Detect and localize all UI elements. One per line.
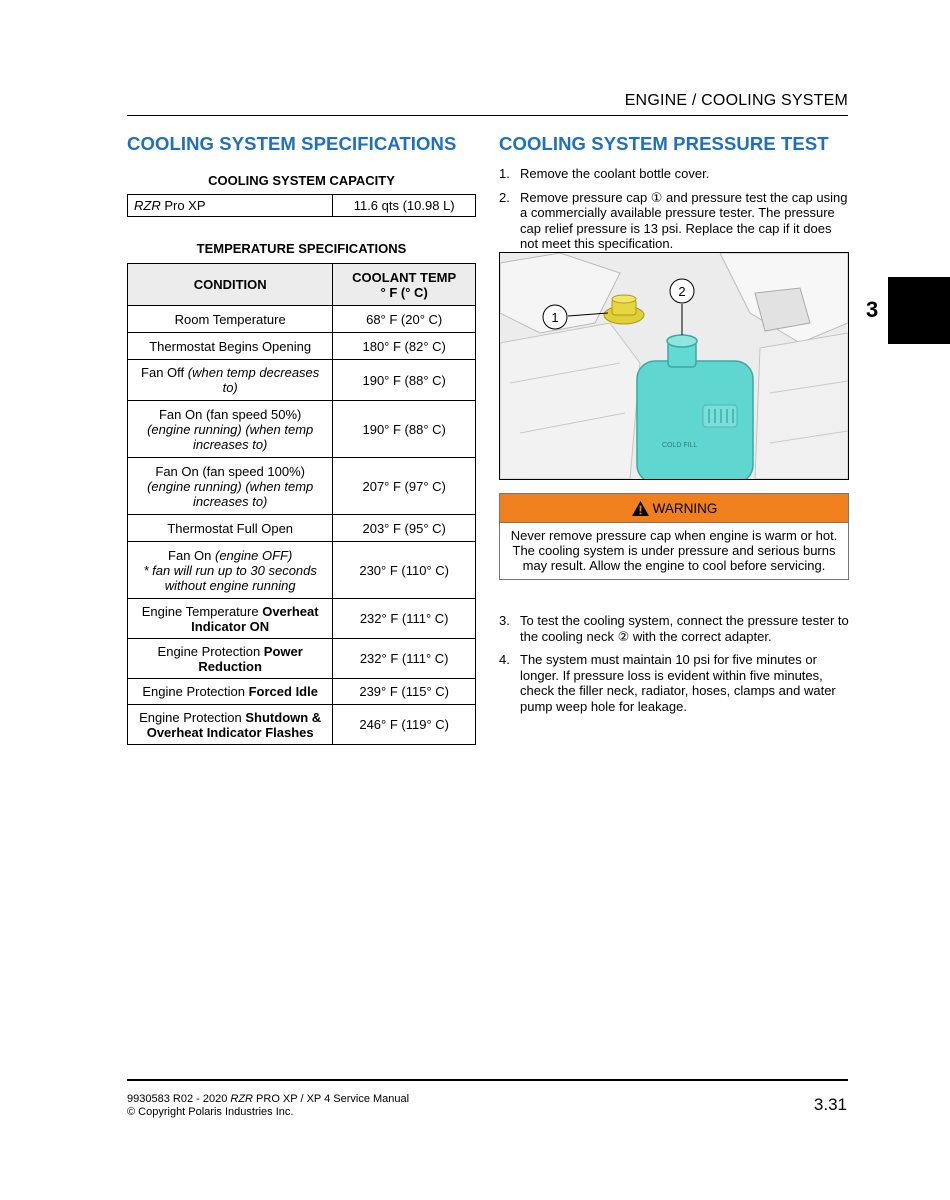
- table-row: [128, 639, 476, 679]
- coolant-temp-header-line2: ° F (° C): [380, 284, 428, 300]
- warning-label: WARNING: [652, 500, 718, 516]
- table-row: [128, 542, 476, 599]
- step-number: 1.: [499, 166, 510, 181]
- footer-doc-prefix: 9930583 R02 - 2020: [127, 1093, 231, 1105]
- temperature-caption: TEMPERATURE SPECIFICATIONS: [196, 241, 407, 256]
- table-row: [128, 705, 476, 745]
- condition-bold: Shutdown & Overheat Indicator Flashes: [146, 709, 322, 740]
- condition-note: * fan will run up to 30 seconds without engine running: [143, 562, 317, 593]
- step-number: 2.: [499, 189, 510, 205]
- temp-value-cell: 232° F (111° C): [333, 639, 476, 679]
- capacity-table: [127, 194, 476, 217]
- table-row: [128, 679, 476, 705]
- pressure-test-steps: [499, 166, 849, 252]
- condition-cell: [128, 360, 333, 401]
- condition-cell: [128, 679, 333, 705]
- step-text: To test the cooling system, connect the pressure tester to the cooling neck ② with the correct adapter.: [520, 613, 849, 644]
- chapter-number: 3: [866, 297, 879, 322]
- callout-2: 2: [678, 284, 686, 299]
- table-row: [128, 333, 476, 360]
- condition-cell: [128, 515, 333, 542]
- warning-text: Never remove pressure cap when engine is warm or hot. The cooling system is under pressure and serious burns may result. Allow the engine to cool before servicing.: [510, 528, 838, 573]
- warning-box: [499, 493, 849, 580]
- condition-text: Fan Off: [141, 365, 188, 380]
- condition-cell: [128, 306, 333, 333]
- coolant-temp-header-line1: COOLANT TEMP: [352, 269, 457, 285]
- pressure-test-column: [499, 133, 849, 714]
- condition-text: Fan On (fan speed 100%): [155, 463, 305, 479]
- condition-text: Fan On: [168, 547, 215, 563]
- capacity-caption: COOLING SYSTEM CAPACITY: [208, 173, 395, 188]
- header-rule: [127, 115, 848, 116]
- table-row: [128, 195, 476, 217]
- condition-text: Engine Temperature: [141, 603, 263, 619]
- bottle-label: COLD FILL: [662, 442, 698, 449]
- list-item: [499, 166, 849, 182]
- condition-text: Thermostat Begins Opening: [149, 338, 312, 354]
- footer-copyright: © Copyright Polaris Industries Inc.: [127, 1105, 294, 1118]
- condition-italic: (engine OFF): [215, 547, 293, 563]
- warning-triangle-icon: [631, 500, 650, 517]
- column-header-condition: CONDITION: [128, 264, 333, 306]
- condition-cell: [128, 639, 333, 679]
- specifications-title: COOLING SYSTEM SPECIFICATIONS: [127, 133, 457, 154]
- table-row: [128, 458, 476, 515]
- table-row: [128, 401, 476, 458]
- list-item: [499, 613, 849, 644]
- pressure-test-title: COOLING SYSTEM PRESSURE TEST: [499, 133, 829, 154]
- list-item: [499, 190, 849, 252]
- table-row: [128, 360, 476, 401]
- capacity-value-cell: 11.6 qts (10.98 L): [333, 195, 476, 217]
- capacity-model-cell: [128, 195, 333, 217]
- temperature-table: [127, 263, 476, 745]
- condition-cell: [128, 705, 333, 745]
- condition-text: Engine Protection: [157, 643, 264, 659]
- step-text: Remove pressure cap ① and pressure test the cap using a commercially available pressure tester. The pressure cap relief pressure is 13 psi. Replace the cap if it does not meet this specification.: [520, 189, 848, 251]
- condition-bold: Overheat Indicator ON: [191, 603, 319, 634]
- page-number: 3.31: [813, 1095, 847, 1114]
- temp-value-cell: 190° F (88° C): [333, 360, 476, 401]
- temp-value-cell: 232° F (111° C): [333, 599, 476, 639]
- temp-value-cell: 203° F (95° C): [333, 515, 476, 542]
- table-row: [128, 306, 476, 333]
- table-row: [128, 515, 476, 542]
- specifications-column: [127, 133, 476, 745]
- temp-value-cell: 246° F (119° C): [333, 705, 476, 745]
- footer-doc-suffix: PRO XP / XP 4 Service Manual: [252, 1093, 410, 1105]
- temp-value-cell: 239° F (115° C): [333, 679, 476, 705]
- condition-italic: (engine running) (when temp increases to): [147, 478, 314, 509]
- page-header-title: ENGINE / COOLING SYSTEM: [624, 92, 848, 109]
- step-text: Remove the coolant bottle cover.: [520, 166, 710, 181]
- temp-value-cell: 68° F (20° C): [333, 306, 476, 333]
- condition-text: Engine Protection: [142, 684, 249, 699]
- temp-value-cell: 207° F (97° C): [333, 458, 476, 515]
- model-italic: RZR: [134, 198, 161, 213]
- condition-italic: (when temp decreases to): [187, 365, 320, 395]
- table-row: [128, 599, 476, 639]
- condition-text: Thermostat Full Open: [167, 520, 294, 536]
- step-number: 4.: [499, 652, 510, 667]
- condition-bold: Power Reduction: [198, 643, 303, 674]
- coolant-bottle-photo: [499, 252, 849, 480]
- temp-value-cell: 180° F (82° C): [333, 333, 476, 360]
- table-header-row: [128, 264, 476, 306]
- column-header-coolant-temp: [333, 264, 476, 306]
- list-item: [499, 652, 849, 714]
- condition-text: Engine Protection: [139, 709, 246, 725]
- condition-cell: [128, 401, 333, 458]
- condition-text: Room Temperature: [174, 311, 286, 327]
- model-rest: Pro XP: [160, 198, 206, 213]
- coolant-bottle-illustration: [500, 253, 848, 479]
- condition-text: Fan On (fan speed 50%): [158, 406, 302, 422]
- condition-bold: Forced Idle: [248, 684, 318, 699]
- condition-cell: [128, 599, 333, 639]
- warning-header: [500, 494, 848, 523]
- condition-cell: [128, 458, 333, 515]
- temp-value-cell: 230° F (110° C): [333, 542, 476, 599]
- step-number: 3.: [499, 613, 510, 628]
- condition-italic: (engine running) (when temp increases to): [147, 421, 314, 452]
- condition-cell: [128, 542, 333, 599]
- footer-doc-italic: RZR: [230, 1093, 253, 1105]
- callout-1: 1: [551, 310, 559, 325]
- pressure-test-steps-continued: [499, 613, 849, 722]
- chapter-tab: [888, 277, 950, 344]
- temp-value-cell: 190° F (88° C): [333, 401, 476, 458]
- footer-document-info: [127, 1093, 409, 1118]
- condition-cell: [128, 333, 333, 360]
- footer-rule: [127, 1079, 848, 1081]
- step-text: The system must maintain 10 psi for five minutes or longer. If pressure loss is evident within five minutes, check the filler neck, radiator, hoses, clamps and water pump weep hole for leakage.: [520, 652, 836, 714]
- footer-manual-title: [127, 1093, 409, 1106]
